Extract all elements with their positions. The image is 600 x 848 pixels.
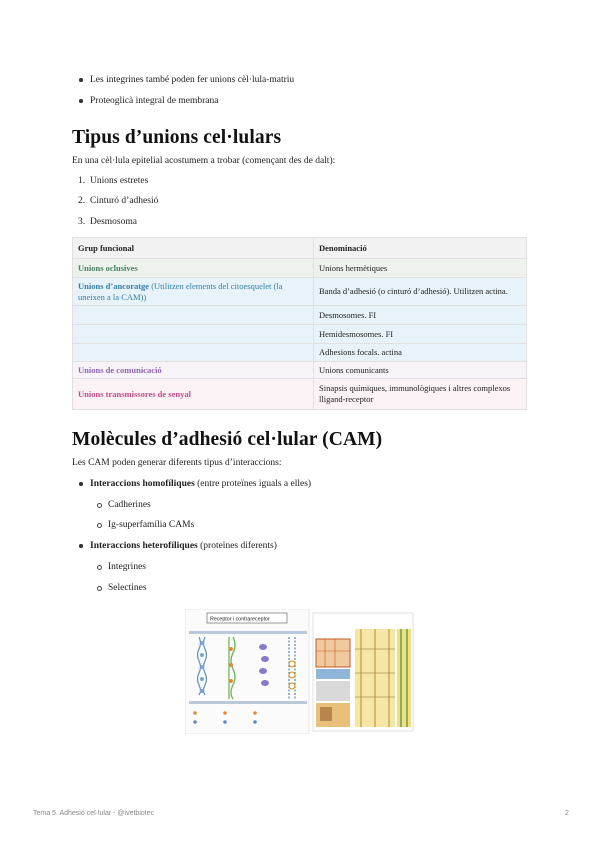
table-cell: Desmosomes. FI — [314, 306, 527, 325]
table-row — [73, 306, 527, 325]
list-item: Proteoglicà integral de membrana — [90, 95, 294, 107]
table-cell: Unions transmissores de senyal — [73, 379, 314, 410]
list-item: Les integrines també poden fer unions cèl·lula-matriu — [90, 74, 294, 95]
table-row — [73, 362, 527, 379]
column-header: Grup funcional — [73, 238, 314, 259]
cam-bullet-list-2 — [90, 540, 277, 552]
section-heading-junctions: Tipus d’unions cel·lulars — [72, 127, 282, 148]
table-cell: Adhesions focals. actina — [314, 344, 527, 362]
section-intro: En una cèl·lula epitelial acostumem a trobar (començant des de dalt): — [72, 156, 336, 166]
table-header-row — [73, 238, 527, 259]
cam-interactions-figure — [185, 609, 414, 734]
table-cell: Banda d’adhesió (o cinturó d’adhesió). Utilitzen actina. — [314, 278, 527, 306]
junction-types-table — [72, 237, 527, 410]
list-item: 2. Cinturó d’adhesió — [78, 196, 159, 206]
table-cell: Unions hermètiques — [314, 259, 527, 278]
homophilic-sublist — [108, 499, 194, 531]
table-cell: Unions comunicants — [314, 362, 527, 379]
cam-bullet-list — [90, 478, 311, 499]
table-cell: Hemidesmosomes. FI — [314, 325, 527, 344]
table-cell: Sinapsis químiques, immunològiques i altres complexos lligand-receptor — [314, 379, 527, 410]
section-heading-cam: Molècules d’adhesió cel·lular (CAM) — [72, 429, 383, 450]
figure-illustration — [185, 609, 414, 734]
list-item: Cadherines — [108, 499, 194, 519]
heterophilic-sublist — [108, 561, 147, 594]
footer-title: Tema 5. Adhesió cel·lular - @ivetbiotec — [33, 810, 155, 817]
table-row — [73, 259, 527, 278]
section-intro: Les CAM poden generar diferents tipus d’interaccions: — [72, 458, 282, 468]
list-item: 3. Desmosoma — [78, 217, 137, 227]
list-item: Selectines — [108, 583, 147, 593]
table-row — [73, 278, 527, 306]
table-row — [73, 344, 527, 362]
table-cell — [73, 325, 314, 344]
table-row — [73, 325, 527, 344]
table-cell: Unions de comunicació — [73, 362, 314, 379]
table-cell — [73, 344, 314, 362]
table-cell: Unions oclusives — [73, 259, 314, 278]
table-cell — [73, 306, 314, 325]
table-cell: Unions d’ancoratge (Utilitzen elements del citoesquelet (la uneixen a la CAM)) — [73, 278, 314, 306]
page-number: 2 — [565, 810, 569, 817]
figure-banner-text: Receptor i contrareceptor — [210, 616, 270, 623]
list-item: Interaccions heterofíliques (proteïnes diferents) — [90, 541, 277, 551]
top-bullet-list — [90, 74, 294, 107]
list-item: Integrines — [108, 561, 147, 582]
list-item: Ig-superfamília CAMs — [108, 520, 195, 530]
list-item: 1. Unions estretes — [78, 176, 149, 186]
column-header: Denominació — [314, 238, 527, 259]
table-row — [73, 379, 527, 410]
list-item: Interaccions homofíliques (entre proteïnes iguals a elles) — [90, 478, 311, 499]
